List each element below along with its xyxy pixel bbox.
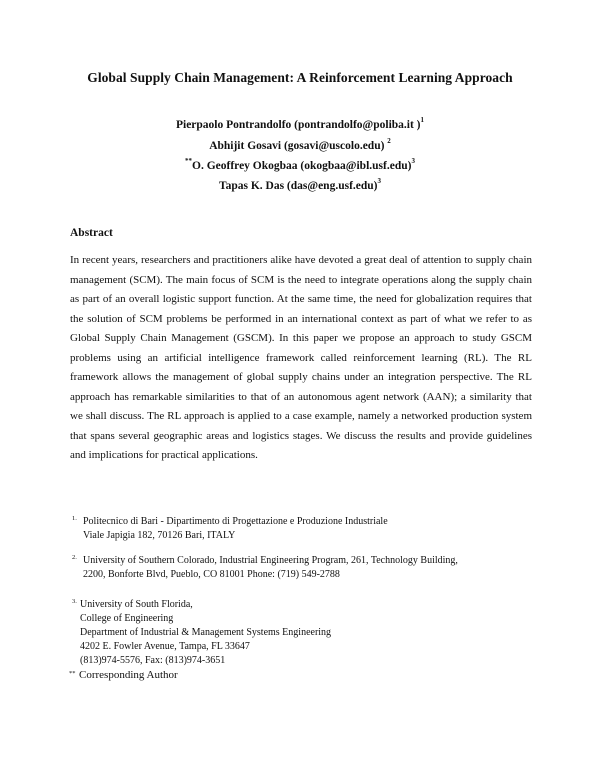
footnote-line: 2200, Bonforte Blvd, Pueblo, CO 81001 Phone: (719) 549-2788 bbox=[83, 569, 340, 580]
footnote-mark: 3. bbox=[72, 598, 77, 605]
author-affiliation-mark: 3 bbox=[377, 177, 382, 185]
abstract-paragraph: In recent years, researchers and practitioners alike have devoted a great deal of attention to supply chain management (SCM). The main focus of SCM is the need to integrate operations along the supply chain as part of an overall logistic support function. At the same time, the need for globalization requires that the solution of SCM problems be performed in an international context as part of what we refer to as Global Supply Chain Management (GSCM). In this paper we propose an approach to study GSCM problems using an artificial intelligence framework called reinforcement learning (RL). The RL framework allows the management of global supply chains under an integration perspective. The RL approach has remarkable similarities to that of an autonomous agent network (AAN); a similarity that we shall discuss. The RL approach is applied to a case example, namely a networked production system that spans several geographic areas and logistics stages. We discuss the results and provide guidelines and implications for practical applications. bbox=[70, 254, 532, 461]
footnote-mark: 1. bbox=[72, 515, 77, 522]
footnote-mark: 2. bbox=[72, 554, 77, 561]
author-name: Pierpaolo Pontrandolfo (pontrandolfo@poliba.it ) bbox=[175, 119, 421, 131]
author-1 bbox=[0, 116, 600, 131]
paper-title: Global Supply Chain Management: A Reinforcement Learning Approach bbox=[87, 70, 513, 85]
author-name: O. Geoffrey Okogbaa (okogbaa@ibl.usf.edu) bbox=[192, 160, 412, 172]
author-name: Abhijit Gosavi (gosavi@uscolo.edu) bbox=[209, 140, 388, 152]
footnote-line: Corresponding Author bbox=[79, 669, 178, 681]
author-2 bbox=[0, 137, 600, 152]
author-3 bbox=[0, 157, 600, 172]
footnote-line: (813)974-5576, Fax: (813)974-3651 bbox=[80, 655, 226, 666]
footnote-line: College of Engineering bbox=[80, 613, 174, 624]
author-affiliation-mark: 3 bbox=[411, 157, 415, 165]
footnote-line: Viale Japigia 182, 70126 Bari, ITALY bbox=[83, 530, 236, 541]
author-affiliation-mark: 1 bbox=[420, 116, 425, 124]
footnote-line: University of Southern Colorado, Industrial Engineering Program, 261, Technology Building, bbox=[83, 555, 458, 566]
footnote-line: University of South Florida, bbox=[80, 599, 193, 610]
abstract-heading: Abstract bbox=[70, 227, 113, 239]
footnote-line: Department of Industrial & Management Systems Engineering bbox=[80, 627, 332, 638]
author-4 bbox=[0, 177, 600, 192]
corresponding-author-mark: ** bbox=[185, 157, 193, 165]
footnote-mark: ** bbox=[69, 670, 76, 677]
footnote-line: 4202 E. Fowler Avenue, Tampa, FL 33647 bbox=[80, 641, 250, 652]
footnote-line: Politecnico di Bari - Dipartimento di Progettazione e Produzione Industriale bbox=[83, 516, 388, 527]
author-name: Tapas K. Das (das@eng.usf.edu) bbox=[218, 180, 378, 192]
author-affiliation-mark: 2 bbox=[387, 137, 391, 145]
